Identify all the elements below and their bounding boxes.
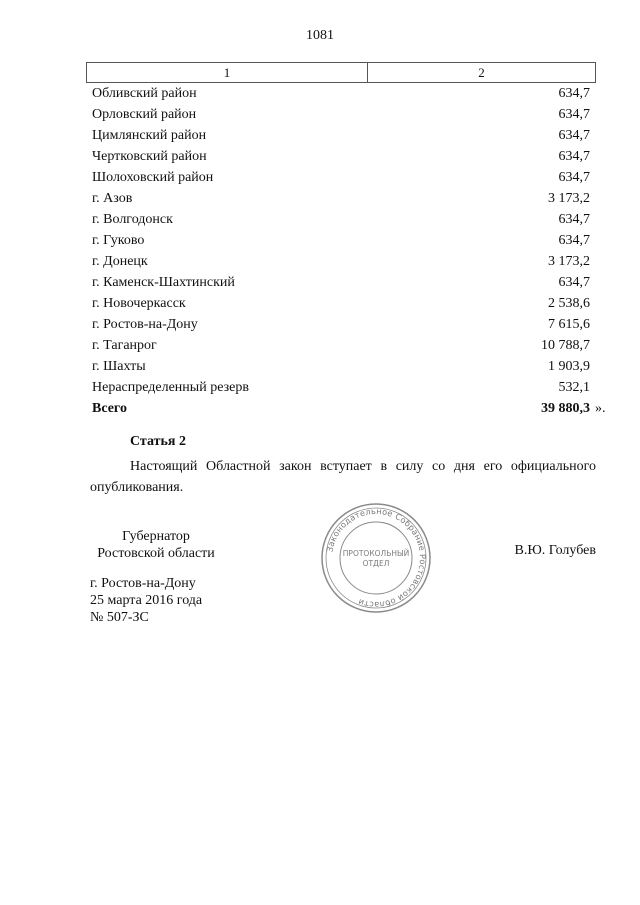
table-row	[86, 167, 596, 188]
row-name: Орловский район	[92, 107, 197, 122]
row-value: 634,7	[558, 233, 590, 248]
row-value: 634,7	[558, 86, 590, 101]
row-value: 634,7	[558, 107, 590, 122]
table-row	[86, 314, 596, 335]
article-text: Настоящий Областной закон вступает в силу со дня его официального опубликования.	[90, 459, 596, 495]
signatory-name: В.Ю. Голубев	[514, 543, 596, 558]
article-text-block	[90, 456, 596, 498]
table-body	[86, 83, 596, 398]
table-header	[86, 62, 596, 83]
row-value: 3 173,2	[548, 191, 590, 206]
table-row	[86, 125, 596, 146]
place-city: г. Ростов-на-Дону	[90, 576, 196, 591]
table-row	[86, 251, 596, 272]
row-name: Шолоховский район	[92, 170, 214, 185]
table-row	[86, 188, 596, 209]
row-value: 634,7	[558, 128, 590, 143]
law-date: 25 марта 2016 года	[90, 593, 203, 608]
row-name: г. Таганрог	[92, 338, 157, 353]
signatory-title-line2: Ростовской области	[97, 546, 215, 561]
row-value: 7 615,6	[548, 317, 590, 332]
table-row	[86, 146, 596, 167]
budget-table	[86, 62, 596, 419]
row-name: г. Ростов-на-Дону	[92, 317, 198, 332]
page-number: 1081	[306, 28, 334, 43]
stamp-ring-text: Законодательное Собрание Ростовской области	[324, 505, 429, 611]
row-name: Обливский район	[92, 86, 197, 101]
table-row	[86, 272, 596, 293]
table-total-row	[86, 398, 596, 419]
row-value: 634,7	[558, 212, 590, 227]
table-header-col1: 1	[87, 63, 368, 82]
law-number: № 507-ЗС	[90, 610, 149, 625]
row-name: Цимлянский район	[92, 128, 207, 143]
row-name: Чертковский район	[92, 149, 207, 164]
table-row	[86, 335, 596, 356]
row-value: 10 788,7	[541, 338, 590, 353]
total-label: Всего	[92, 401, 127, 416]
row-value: 2 538,6	[548, 296, 590, 311]
table-row	[86, 83, 596, 104]
signatory-title	[90, 528, 222, 562]
row-value: 1 903,9	[548, 359, 590, 374]
row-name: г. Шахты	[92, 359, 146, 374]
total-value: 39 880,3	[541, 401, 590, 416]
row-name: г. Каменск-Шахтинский	[92, 275, 235, 290]
table-row	[86, 230, 596, 251]
table-row	[86, 377, 596, 398]
row-name: г. Волгодонск	[92, 212, 173, 227]
signatory-title-line1: Губернатор	[122, 529, 190, 544]
row-name: г. Донецк	[92, 254, 148, 269]
table-row	[86, 104, 596, 125]
row-value: 532,1	[558, 380, 590, 395]
stamp-center-line2: ОТДЕЛ	[362, 559, 390, 568]
row-value: 634,7	[558, 275, 590, 290]
stamp-center-line1: ПРОТОКОЛЬНЫЙ	[342, 549, 410, 558]
table-row	[86, 209, 596, 230]
table-row	[86, 293, 596, 314]
row-value: 3 173,2	[548, 254, 590, 269]
official-stamp-icon	[314, 502, 438, 614]
article-title: Статья 2	[130, 434, 186, 449]
row-value: 634,7	[558, 149, 590, 164]
table-row	[86, 356, 596, 377]
row-name: г. Азов	[92, 191, 133, 206]
table-header-col2: 2	[478, 65, 485, 80]
row-name: г. Гуково	[92, 233, 145, 248]
place-and-date	[90, 575, 202, 626]
row-value: 634,7	[558, 170, 590, 185]
closing-quote: ».	[595, 401, 606, 416]
row-name: г. Новочеркасск	[92, 296, 186, 311]
row-name: Нераспределенный резерв	[92, 380, 249, 395]
